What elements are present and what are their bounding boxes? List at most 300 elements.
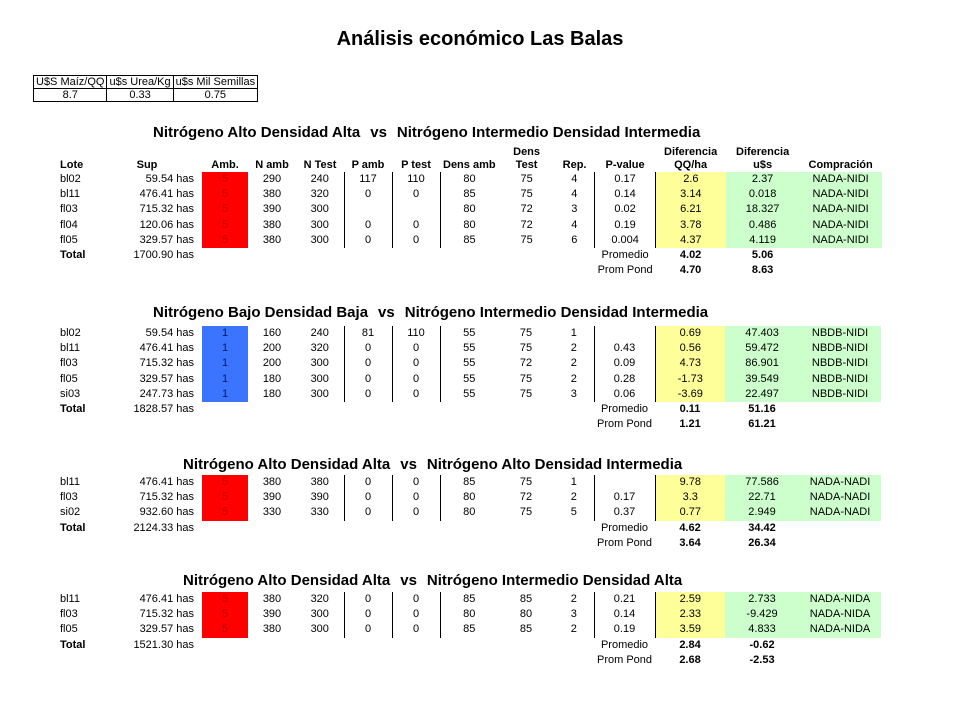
- cell: NADA-NADI: [799, 505, 881, 520]
- empty-cell: [440, 263, 499, 278]
- empty-cell: [344, 653, 392, 668]
- prom-pond-us: 8.63: [751, 264, 774, 277]
- empty-cell: [799, 536, 881, 551]
- cell: 180: [262, 372, 282, 385]
- cell: 0: [344, 218, 392, 233]
- cell: 0.28: [594, 372, 655, 387]
- cell: 330: [310, 506, 329, 519]
- cell: 3: [570, 608, 577, 621]
- cell: 3.3: [655, 490, 725, 505]
- empty-cell: [498, 638, 554, 653]
- prom-pond-row: [30, 536, 881, 551]
- header-cell-empty: [296, 146, 344, 159]
- prom-pond-qq: 1.21: [679, 418, 701, 431]
- cell: 85: [440, 233, 499, 248]
- empty-cell: [296, 521, 344, 536]
- table-row: [30, 341, 881, 356]
- header-cell-empty: [800, 146, 882, 159]
- cell: 390: [262, 203, 282, 216]
- cell: 300: [310, 608, 329, 621]
- cell: 0.19: [595, 218, 656, 233]
- cell: 476.41 has: [139, 476, 194, 488]
- cell: 80: [440, 607, 498, 622]
- page-title: Análisis económico Las Balas: [336, 28, 624, 50]
- cell: 0.09: [594, 356, 655, 371]
- cell: 300: [310, 233, 329, 246]
- cell: bl11: [60, 342, 80, 355]
- cell: 3: [571, 203, 578, 216]
- cell: NBDB-NIDI: [799, 326, 881, 341]
- empty-cell: [799, 417, 881, 432]
- cell: bl11: [60, 593, 80, 605]
- column-header-dif-us-2: u$s: [753, 159, 773, 171]
- empty-cell: [30, 536, 92, 551]
- cell: 55: [440, 387, 498, 402]
- cell: 390: [310, 491, 329, 504]
- cell: 1: [202, 372, 248, 387]
- empty-cell: [392, 536, 440, 551]
- table-row: [30, 356, 881, 371]
- table-row: [30, 326, 881, 341]
- prom-pond-label: Prom Pond: [597, 653, 653, 666]
- total-row: [30, 638, 881, 653]
- cell: 380: [262, 623, 282, 636]
- cell: 380: [262, 188, 282, 201]
- cell: 2: [570, 593, 577, 605]
- table-row: [30, 490, 881, 505]
- price-table: [33, 75, 258, 102]
- promedio-us: 5.06: [751, 249, 774, 262]
- empty-cell: [92, 263, 202, 278]
- cell: 4: [571, 173, 578, 185]
- cell: 5: [202, 218, 248, 233]
- empty-cell: [202, 638, 248, 653]
- section-title-right: Nitrógeno Intermedio Densidad Intermedia: [396, 124, 701, 141]
- table-row: [30, 202, 882, 217]
- total-row: [30, 521, 881, 536]
- empty-cell: [555, 248, 595, 263]
- empty-cell: [202, 402, 248, 417]
- cell: 6: [571, 233, 578, 246]
- cell: 0.486: [726, 218, 800, 233]
- section-title-right: Nitrógeno Alto Densidad Intermedia: [426, 456, 683, 473]
- header-row: [30, 159, 882, 172]
- prom-pond-label: Prom Pond: [597, 264, 653, 277]
- cell: 390: [262, 608, 282, 621]
- price-header-urea: u$s Urea/Kg: [107, 76, 173, 89]
- cell: 5: [202, 475, 248, 490]
- prom-pond-label: Prom Pond: [597, 418, 653, 431]
- cell: bl02: [60, 173, 81, 185]
- cell: NADA-NADI: [799, 490, 881, 505]
- cell: 5: [202, 490, 248, 505]
- cell: 0.06: [594, 387, 655, 402]
- cell: 0: [344, 341, 392, 356]
- promedio-us: 51.16: [748, 403, 776, 416]
- cell: 0: [344, 607, 392, 622]
- prom-pond-us: -2.53: [749, 653, 775, 666]
- cell: 85: [440, 622, 498, 637]
- cell: 3: [570, 387, 577, 400]
- empty-cell: [202, 417, 248, 432]
- prom-pond-us: 26.34: [748, 536, 776, 549]
- section-title-vs: vs: [400, 572, 417, 589]
- cell: 300: [310, 357, 329, 370]
- prom-pond-row: [30, 417, 881, 432]
- empty-cell: [498, 402, 554, 417]
- prom-pond-qq: 3.64: [679, 536, 701, 549]
- cell: 0.21: [594, 592, 655, 607]
- cell: bl11: [60, 476, 80, 488]
- data-table: [30, 475, 881, 551]
- cell: 117: [344, 172, 392, 187]
- cell: si02: [60, 506, 81, 519]
- cell: fl03: [60, 491, 78, 504]
- empty-cell: [248, 653, 296, 668]
- empty-cell: [554, 417, 594, 432]
- cell: bl11: [60, 188, 80, 201]
- cell: 0.17: [595, 172, 656, 187]
- empty-cell: [344, 536, 392, 551]
- empty-cell: [344, 248, 392, 263]
- cell: 0.14: [594, 607, 655, 622]
- cell: fl03: [60, 357, 78, 370]
- empty-cell: [92, 536, 202, 551]
- cell: 5: [202, 172, 248, 187]
- empty-cell: [92, 417, 202, 432]
- header-cell-empty: [92, 146, 202, 159]
- cell: 290: [262, 173, 282, 185]
- column-header-dif-qq-1: Diferencia: [664, 146, 718, 158]
- cell: 320: [310, 593, 329, 605]
- section-title-left: Nitrógeno Alto Densidad Alta: [153, 124, 361, 141]
- column-header-dens-test-2: Test: [515, 159, 538, 171]
- cell: 72: [520, 218, 533, 231]
- cell: 0.37: [594, 505, 655, 520]
- header-cell-empty: [30, 146, 92, 159]
- cell: 5: [202, 505, 248, 520]
- empty-cell: [554, 536, 594, 551]
- cell: 2.59: [655, 592, 725, 607]
- cell: 0: [392, 607, 440, 622]
- section-title-left: Nitrógeno Bajo Densidad Baja: [153, 304, 369, 321]
- empty-cell: [799, 521, 881, 536]
- empty-cell: [202, 536, 248, 551]
- total-label: Total: [60, 403, 86, 416]
- cell: 0.02: [595, 202, 656, 217]
- cell: 0.77: [655, 505, 725, 520]
- cell: -9.429: [725, 607, 799, 622]
- empty-cell: [498, 521, 554, 536]
- empty-cell: [296, 402, 344, 417]
- empty-cell: [392, 638, 440, 653]
- section-title: [153, 124, 700, 141]
- empty-cell: [248, 521, 296, 536]
- cell: 75: [520, 173, 533, 185]
- cell: 85: [440, 592, 498, 607]
- cell: 0: [392, 490, 440, 505]
- data-table: [30, 146, 882, 278]
- promedio-qq: 4.02: [679, 249, 702, 262]
- cell: 22.71: [725, 490, 799, 505]
- cell: 300: [310, 218, 329, 231]
- cell: [594, 326, 655, 341]
- prom-pond-us: 61.21: [748, 418, 776, 431]
- empty-cell: [344, 402, 392, 417]
- column-header-dif-qq-2: QQ/ha: [674, 159, 708, 171]
- cell: fl05: [60, 623, 78, 636]
- cell: 0: [392, 233, 440, 248]
- cell: 80: [519, 608, 533, 621]
- cell: 5: [202, 187, 248, 202]
- cell: 0: [344, 233, 392, 248]
- empty-cell: [344, 263, 392, 278]
- cell: 85: [440, 187, 499, 202]
- empty-cell: [30, 417, 92, 432]
- cell: 0.56: [655, 341, 725, 356]
- cell: 5: [570, 506, 577, 519]
- column-header-sup: Sup: [136, 159, 158, 171]
- empty-cell: [296, 417, 344, 432]
- cell: 0: [392, 475, 440, 490]
- prom-pond-qq: 2.68: [679, 653, 701, 666]
- cell: [392, 202, 440, 217]
- cell: 77.586: [725, 475, 799, 490]
- table-row: [30, 592, 881, 607]
- cell: NBDB-NIDI: [799, 341, 881, 356]
- empty-cell: [800, 263, 882, 278]
- promedio-label: Promedio: [601, 249, 649, 262]
- cell: -3.69: [655, 387, 725, 402]
- empty-cell: [296, 536, 344, 551]
- column-header-n-test: N Test: [303, 159, 337, 171]
- cell: 2.949: [725, 505, 799, 520]
- cell: 0: [344, 372, 392, 387]
- cell: 75: [519, 327, 533, 339]
- cell: 476.41 has: [139, 188, 194, 201]
- cell: 2.33: [655, 607, 725, 622]
- empty-cell: [296, 653, 344, 668]
- total-surface: 1521.30 has: [133, 638, 194, 651]
- cell: 55: [440, 341, 498, 356]
- empty-cell: [344, 638, 392, 653]
- empty-cell: [799, 653, 881, 668]
- cell: 0.69: [655, 326, 725, 341]
- cell: 300: [310, 203, 329, 216]
- empty-cell: [554, 521, 594, 536]
- cell: NBDB-NIDI: [799, 372, 881, 387]
- section-title: [183, 456, 682, 473]
- table-row: [30, 218, 882, 233]
- cell: fl05: [60, 233, 78, 246]
- cell: 75: [519, 506, 533, 519]
- cell: 6.21: [656, 202, 726, 217]
- cell: 47.403: [725, 326, 799, 341]
- total-row: [30, 248, 882, 263]
- cell: 0: [392, 622, 440, 637]
- cell: 380: [262, 476, 282, 488]
- column-header-pvalue: P-value: [605, 159, 645, 171]
- empty-cell: [92, 653, 202, 668]
- empty-cell: [554, 402, 594, 417]
- cell: 5: [202, 233, 248, 248]
- empty-cell: [30, 653, 92, 668]
- cell: fl04: [60, 218, 78, 231]
- cell: 85: [440, 475, 498, 490]
- column-header-p-test: P test: [401, 159, 431, 171]
- empty-cell: [202, 263, 248, 278]
- cell: 247.73 has: [139, 387, 194, 400]
- header-row: [30, 146, 882, 159]
- cell: 2.733: [725, 592, 799, 607]
- cell: 75: [520, 188, 533, 201]
- data-table: [30, 592, 881, 668]
- empty-cell: [248, 417, 296, 432]
- cell: 2: [570, 372, 577, 385]
- cell: NADA-NADI: [799, 475, 881, 490]
- cell: 390: [262, 491, 282, 504]
- cell: 0: [344, 505, 392, 520]
- cell: 3.78: [656, 218, 726, 233]
- empty-cell: [554, 653, 594, 668]
- cell: 0: [344, 622, 392, 637]
- cell: 0.14: [595, 187, 656, 202]
- cell: 4.73: [655, 356, 725, 371]
- total-label: Total: [60, 249, 86, 262]
- cell: 9.78: [655, 475, 725, 490]
- prom-pond-row: [30, 653, 881, 668]
- cell: 0: [344, 592, 392, 607]
- cell: -1.73: [655, 372, 725, 387]
- table-row: [30, 607, 881, 622]
- cell: 2.6: [656, 172, 726, 187]
- cell: 0: [344, 490, 392, 505]
- empty-cell: [440, 653, 498, 668]
- cell: 200: [262, 342, 282, 355]
- cell: 75: [520, 233, 533, 246]
- cell: NADA-NIDA: [799, 592, 881, 607]
- cell: 715.32 has: [139, 203, 194, 216]
- empty-cell: [440, 248, 499, 263]
- cell: 75: [519, 372, 533, 385]
- header-cell-empty: [392, 146, 440, 159]
- cell: 0: [392, 218, 440, 233]
- cell: 0.17: [594, 490, 655, 505]
- empty-cell: [392, 521, 440, 536]
- cell: 5: [202, 622, 248, 637]
- cell: 80: [440, 172, 499, 187]
- cell: 55: [440, 372, 498, 387]
- header-cell-empty: [344, 146, 392, 159]
- cell: 3.14: [656, 187, 726, 202]
- cell: 380: [262, 593, 282, 605]
- total-row: [30, 402, 881, 417]
- section-title-right: Nitrógeno Intermedio Densidad Intermedia: [404, 304, 709, 321]
- cell: [344, 202, 392, 217]
- cell: 80: [440, 218, 499, 233]
- cell: 120.06 has: [139, 218, 194, 231]
- cell: 4.37: [656, 233, 726, 248]
- cell: 2: [570, 357, 577, 370]
- cell: 329.57 has: [139, 233, 194, 246]
- column-header-amb: Amb.: [211, 159, 239, 171]
- cell: 1: [202, 326, 248, 341]
- header-cell-empty: [595, 146, 656, 159]
- cell: 1: [202, 341, 248, 356]
- cell: 0: [392, 187, 440, 202]
- cell: 240: [310, 173, 329, 185]
- cell: 1: [570, 476, 577, 488]
- header-cell-empty: [202, 146, 248, 159]
- section-title-right: Nitrógeno Intermedio Densidad Alta: [426, 572, 683, 589]
- cell: NBDB-NIDI: [799, 387, 881, 402]
- cell: 2.37: [726, 172, 800, 187]
- cell: 329.57 has: [139, 623, 194, 636]
- cell: 160: [262, 327, 282, 339]
- empty-cell: [344, 417, 392, 432]
- empty-cell: [248, 248, 296, 263]
- empty-cell: [296, 248, 344, 263]
- cell: 110: [392, 326, 440, 341]
- header-cell-empty: [440, 146, 499, 159]
- table-row: [30, 622, 881, 637]
- cell: 320: [310, 188, 329, 201]
- price-value-semillas: 0.75: [173, 89, 257, 102]
- section-title-left: Nitrógeno Alto Densidad Alta: [183, 456, 391, 473]
- cell: bl02: [60, 327, 81, 339]
- cell: 240: [310, 327, 329, 339]
- empty-cell: [799, 402, 881, 417]
- table-row: [30, 475, 881, 490]
- cell: 5: [202, 607, 248, 622]
- column-header-n-amb: N amb: [255, 159, 289, 171]
- cell: 59.54 has: [145, 173, 194, 185]
- cell: 932.60 has: [139, 506, 194, 519]
- cell: 55: [440, 356, 498, 371]
- total-surface: 1700.90 has: [133, 249, 194, 262]
- cell: 0.43: [594, 341, 655, 356]
- column-header-rep: Rep.: [562, 159, 587, 171]
- cell: 75: [519, 476, 533, 488]
- cell: 59.54 has: [145, 327, 194, 339]
- cell: 380: [310, 476, 329, 488]
- promedio-label: Promedio: [600, 638, 649, 651]
- cell: fl03: [60, 203, 78, 216]
- section-title: [183, 572, 682, 589]
- empty-cell: [248, 402, 296, 417]
- promedio-qq: 4.62: [679, 521, 701, 534]
- cell: NBDB-NIDI: [799, 356, 881, 371]
- total-label: Total: [60, 521, 86, 534]
- empty-cell: [248, 263, 296, 278]
- cell: 81: [344, 326, 392, 341]
- empty-cell: [392, 263, 440, 278]
- empty-cell: [392, 653, 440, 668]
- cell: si03: [60, 387, 81, 400]
- promedio-qq: 0.11: [679, 403, 701, 416]
- empty-cell: [392, 248, 440, 263]
- price-value-urea: 0.33: [107, 89, 173, 102]
- cell: 0: [392, 387, 440, 402]
- cell: 1: [202, 356, 248, 371]
- cell: NADA-NIDI: [800, 172, 882, 187]
- empty-cell: [296, 638, 344, 653]
- empty-cell: [799, 638, 881, 653]
- cell: NADA-NIDA: [799, 622, 881, 637]
- column-header-comp: Compración: [808, 159, 873, 171]
- cell: 476.41 has: [139, 593, 194, 605]
- empty-cell: [202, 653, 248, 668]
